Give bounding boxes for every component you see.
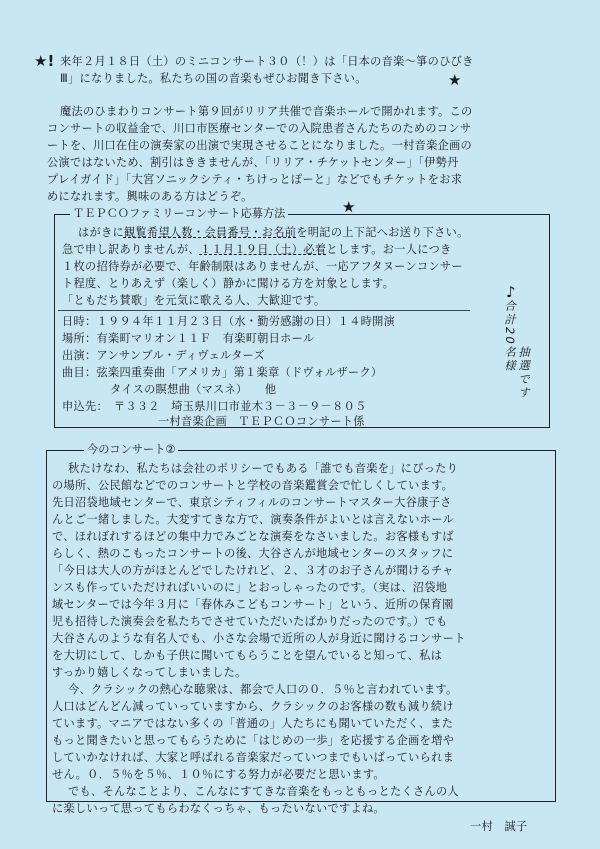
essay-line: ています。マニアではない多くの「普通の」人たちにも聞いていただく、また [52,717,454,730]
essay-line: 先日沼袋地域センターで、東京シティフィルのコンサートマスター大谷康子さ [52,496,452,509]
divider [58,310,470,311]
paragraph-line: プレイガイド」「大宮ソニックシティ・ちけっとぽーと」などでもチケットをお求 [47,173,463,186]
tepco-deadline: １１月１９日（土）必着 [199,243,327,256]
essay-line: 「今日は大人の方がほとんどでしたけれど、２、３才のお子さんが聞けるチャ [52,564,454,577]
star-icon: ★ [448,71,462,89]
essay-line: でも、そんなことより、こんなにすてきな音楽をもっともっとたくさんの人 [68,785,459,798]
essay-line: で、ほれぼれするほどの集中力でみごとな演奏をなさいました。お客様もすば [52,530,454,543]
event-program: タイスの瞑想曲（マスネ） 他 [110,383,277,396]
essay-line: 域センターでは今年３月に「春休みこどもコンサート」という、近所の保育園 [52,598,454,611]
event-performers: 出演：アンサンブル・ディヴェルターズ [62,349,265,362]
tepco-line: １枚の招待券が必要で、年齢制限はありませんが、一応アフタヌーンコンサー [62,260,463,273]
essay-line: の場所、公民館などでのコンサートと学校の音楽鑑賞会で忙しくしています。 [52,479,454,492]
essay-line: んとご一緒しました。大変すてきな方で、演奏条件がよいとは言えないホール [52,513,454,526]
paragraph-line: めになれます。興味のある方はどうぞ。 [47,190,253,203]
essay-line: 秋たけなわ、私たちは会社のポリシーでもある「誰でも音楽を」にぴったり [68,462,459,475]
essay-line: せん。０．５％を５％、１０％にする努力が必要だと思います。 [52,768,385,781]
essay-line: もっと聞きたいと思ってもらうために「はじめの一歩」を応援する企画を増や [52,734,455,747]
paragraph-line: 公演ではないため、割引はききませんが、「リリア・チケットセンター」「伊勢丹 [47,156,459,169]
essay-line: 児も招待した演奏会を私たちでさせていただいたばかりだったのです。）でも [52,615,448,628]
star-icon: ★! [34,52,55,70]
essay-line: すっかり嬉しくなってしまいました。 [52,666,247,679]
application-address: 一村音楽企画 ＴＥＰＣＯコンサート係 [158,415,365,428]
essay-line: 大谷さんのような有名人でも、小さな会場で近所の人が身近に聞けるコンサート [52,632,466,645]
event-program: 曲目：弦楽四重奏曲「アメリカ」第１楽章（ドヴォルザーク） [62,366,383,379]
essay-signature: 一村 誠子 [470,820,528,833]
essay-line: 人口はどんどん減っていっていますから、クラシックのお客様の数も減り続け [52,700,454,713]
tepco-line: 「ともだち賛歌」を元気に歌える人、大歓迎です。 [62,294,326,307]
handwritten-note: 抽選です [517,346,531,400]
tepco-required-info: 観覧希望人数・会員番号・お名前 [123,226,297,239]
tepco-line: はがきに観覧希望人数・会員番号・お名前を明記の上下記へお送り下さい。 [78,226,469,239]
paragraph-line: 魔法のひまわりコンサート第９回がリリア共催で音楽ホールで開かれます。この [60,105,473,118]
essay-line: 今、クラシックの熱心な聴衆は、都会で人口の０．５％と言われています。 [68,683,458,696]
star-icon: ★ [342,198,356,216]
handwritten-note: 合計20名様 [503,300,517,373]
paragraph-line: コンサートの収益金で、川口市医療センターでの入院患者さんたちのためのコンサ [47,122,472,135]
essay-line: に楽しいって思ってもらわなくっちゃ、もったいないですよね。 [52,802,385,815]
tepco-line: 急で申し訳ありませんが、１１月１９日（土）必着とします。お一人につき [62,243,452,256]
essay-line: していかなければ、大家と呼ばれる音楽家だっていつまでもいばっていられま [52,751,455,764]
essay-line: を大切にして、しかも子供に聞いてもらうことを望んでいると知って、私は [52,649,443,662]
tepco-box-title: ＴＥＰＣＯファミリーコンサート応募方法 [70,207,288,221]
tepco-line: ト程度、とりあえず（楽しく）静かに聞ける方を対象とします。 [62,277,395,290]
application-address: 申込先： 〒３３２ 埼玉県川口市並木３－３－９－８０５ [62,400,367,413]
essay-line: ンスも作っていただければいいのに」とおっしゃったのです。（実は、沼袋地 [52,581,448,594]
intro-line: 来年２月１８日（土）のミニコンサート３０（！）は「日本の音楽～箏のひびき [60,55,474,68]
concert-essay-title: 今のコンサート② [84,443,178,457]
event-venue: 場所：有楽町マリオン１１Ｆ 有楽町朝日ホール [62,332,315,345]
event-date: 日時：１９９４年１１月２３日（水・勤労感謝の日）１４時開演 [62,315,396,328]
essay-line: らしく、熱のこもったコンサートの後、大谷さんが地域センターのスタッフに [52,547,454,560]
music-note-icon: ♪ [506,283,516,301]
paragraph-line: ートを、川口在住の演奏家の出演で実現させることになりました。一村音楽企画の [47,139,473,152]
intro-line: Ⅲ」になりました。私たちの国の音楽もぜひお聞き下さい。 [60,72,367,85]
